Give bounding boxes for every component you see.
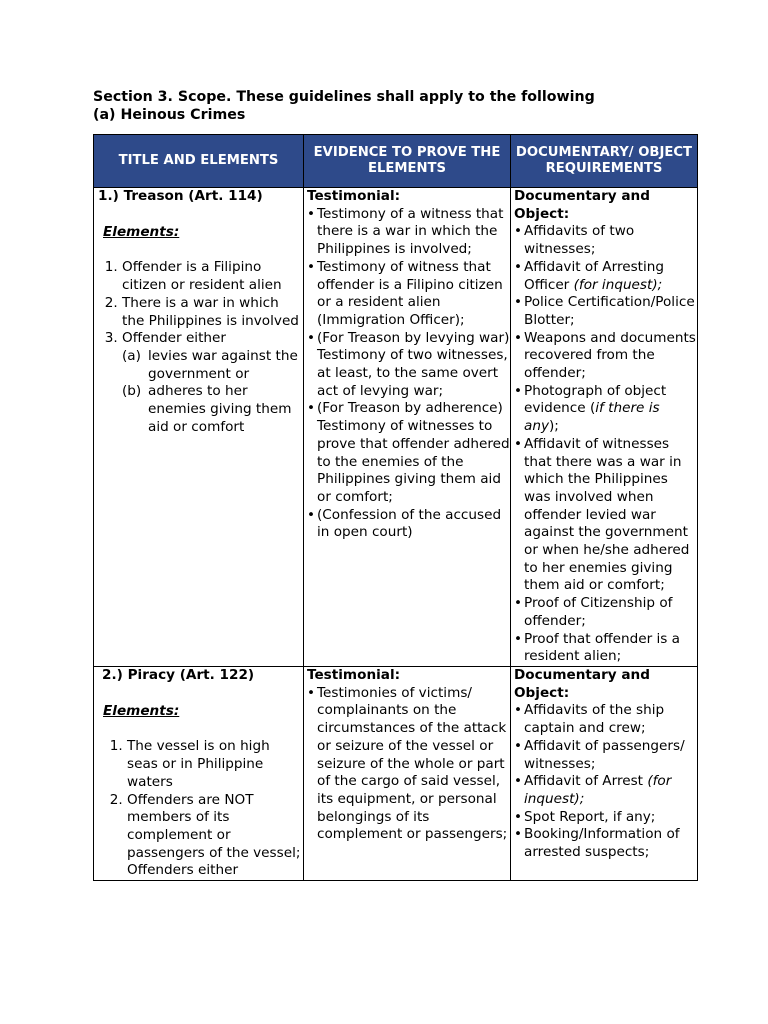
table-row	[94, 188, 698, 667]
evidence-list	[307, 206, 510, 542]
heading-line-2: (a) Heinous Crimes	[93, 107, 246, 123]
evidence-cell	[304, 666, 511, 880]
evidence-item: • Testimonies of victims/ complainants on the circumstances of the attack or seizure of the vessel or seizure of the whole or part of the cargo of said vessel, its equipment, or personal belongings of its complement or passengers;	[307, 685, 510, 844]
documentary-cell	[511, 188, 698, 667]
documentary-item	[514, 259, 697, 294]
evidence-cell	[304, 188, 511, 667]
element-item	[122, 330, 303, 436]
documentary-label: Documentary and Object:	[514, 188, 650, 222]
elements-label: Elements:	[103, 223, 180, 240]
header-title-elements: TITLE AND ELEMENTS	[94, 135, 304, 188]
documentary-list	[514, 702, 697, 861]
elements-list	[98, 738, 303, 880]
documentary-item	[514, 383, 697, 436]
documentary-text: Affidavit of Arrest	[524, 773, 644, 790]
title-elements-cell	[94, 188, 304, 667]
section-heading	[93, 88, 703, 124]
documentary-cell	[511, 666, 698, 880]
documentary-item: • Affidavit of witnesses that there was a war in which the Philippines was involved when offender levied war against the government or when he/she adhered to her enemies giving them aid or comfort;	[514, 436, 697, 595]
sub-element-text: levies war against the government or	[148, 347, 298, 382]
sub-element-item	[122, 383, 303, 436]
title-elements-cell	[94, 666, 304, 880]
sub-element-label: (a)	[122, 347, 141, 364]
crimes-table	[93, 134, 698, 881]
crime-title: 2.) Piracy (Art. 122)	[102, 666, 255, 683]
documentary-item: • Spot Report, if any;	[514, 809, 697, 827]
heading-line-1: Section 3. Scope. These guidelines shall apply to the following	[93, 89, 595, 105]
sub-element-item	[122, 348, 303, 383]
documentary-item: • Proof that offender is a resident alien;	[514, 631, 697, 666]
evidence-item: • (For Treason by levying war) Testimony of two witnesses, at least, to the same overt act of levying war;	[307, 330, 510, 401]
element-item: 1. The vessel is on high seas or in Philippine waters	[127, 738, 303, 791]
documentary-note: (for inquest);	[524, 773, 672, 807]
documentary-text: );	[549, 418, 559, 435]
documentary-item: • Affidavits of two witnesses;	[514, 223, 697, 258]
elements-label: Elements:	[103, 702, 180, 719]
table-row	[94, 666, 698, 880]
documentary-note: (for inquest);	[573, 276, 663, 293]
documentary-item: • Booking/Information of arrested suspects;	[514, 826, 697, 861]
documentary-item: • Weapons and documents recovered from the offender;	[514, 330, 697, 383]
header-documentary: DOCUMENTARY/ OBJECT REQUIREMENTS	[511, 135, 698, 188]
evidence-list	[307, 685, 510, 844]
documentary-text: Photograph of object evidence (	[524, 382, 667, 417]
evidence-item: • (For Treason by adherence) Testimony of witnesses to prove that offender adhered to the enemies of the Philippines giving them aid or comfort;	[307, 400, 510, 506]
sub-element-label: (b)	[122, 383, 142, 400]
documentary-item: • Affidavit of passengers/ witnesses;	[514, 738, 697, 773]
element-item: 1. Offender is a Filipino citizen or resident alien	[122, 259, 303, 294]
documentary-item: • Affidavits of the ship captain and crew;	[514, 702, 697, 737]
table-header-row	[94, 135, 698, 188]
documentary-note: if there is any	[524, 400, 660, 435]
documentary-item	[514, 773, 697, 808]
sub-element-text: adheres to her enemies giving them aid or comfort	[148, 383, 292, 435]
documentary-label: Documentary and Object:	[514, 666, 650, 701]
element-text: Offender either	[122, 330, 226, 347]
evidence-item: • (Confession of the accused in open court)	[307, 507, 510, 542]
evidence-item: • Testimony of witness that offender is a Filipino citizen or a resident alien (Immigration Officer);	[307, 259, 510, 330]
crime-title: 1.) Treason (Art. 114)	[98, 188, 263, 204]
evidence-label: Testimonial:	[307, 666, 401, 683]
sub-elements-list	[122, 348, 303, 437]
evidence-item: • Testimony of a witness that there is a war in which the Philippines is involved;	[307, 206, 510, 259]
element-item: 2. Offenders are NOT members of its complement or passengers of the vessel; Offenders either	[127, 792, 303, 881]
documentary-item: • Police Certification/Police Blotter;	[514, 294, 697, 329]
evidence-label: Testimonial:	[307, 188, 401, 204]
element-item: 2. There is a war in which the Philippines is involved	[122, 295, 303, 330]
header-evidence: EVIDENCE TO PROVE THE ELEMENTS	[304, 135, 511, 188]
documentary-list	[514, 223, 697, 666]
elements-list	[98, 259, 303, 436]
documentary-text: Affidavit of Arresting Officer	[524, 258, 665, 293]
documentary-item: • Proof of Citizenship of offender;	[514, 595, 697, 630]
